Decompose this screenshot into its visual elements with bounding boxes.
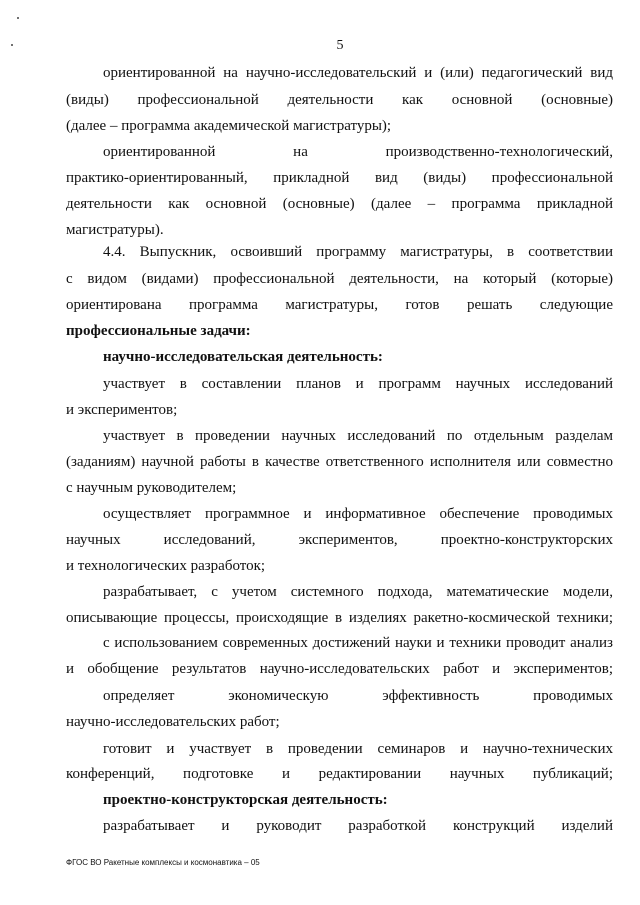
text-line: и экспериментов;: [66, 402, 178, 418]
text-line: разрабатывает, с учетом системного подхода, математические модели,: [103, 584, 613, 600]
text-line: определяет экономическую эффективность проводимых: [103, 688, 613, 704]
scan-speck: [17, 17, 19, 19]
text-line: ориентирована программа магистратуры, готов решать следующие: [66, 297, 613, 313]
text-line: (далее – программа академической магистратуры);: [66, 118, 392, 134]
text-line: с научным руководителем;: [66, 480, 237, 496]
text-line: ориентированной на производственно-технологический,: [103, 144, 613, 160]
text-line: 4.4. Выпускник, освоивший программу магистратуры, в соответствии: [103, 244, 613, 260]
text-line: разрабатывает и руководит разработкой конструкций изделий: [103, 818, 613, 834]
text-line: с использованием современных достижений науки и техники проводит анализ: [103, 635, 613, 651]
section-heading: профессиональные задачи:: [66, 323, 251, 339]
text-line: участвует в проведении научных исследований по отдельным разделам: [103, 428, 613, 444]
section-heading: научно-исследовательская деятельность:: [103, 349, 383, 365]
text-line: деятельности как основной (основные) (далее – программа прикладной: [66, 196, 613, 212]
text-line: и технологических разработок;: [66, 558, 266, 574]
section-heading: проектно-конструкторская деятельность:: [103, 792, 388, 808]
text-line: описывающие процессы, происходящие в изделиях ракетно-космической техники;: [66, 610, 613, 626]
text-line: научно-исследовательских работ;: [66, 714, 280, 730]
text-line: осуществляет программное и информативное обеспечение проводимых: [103, 506, 613, 522]
text-line: научных исследований, экспериментов, проектно-конструкторских: [66, 532, 613, 548]
page-footer: ФГОС ВО Ракетные комплексы и космонавтика – 05: [66, 858, 260, 867]
text-line: участвует в составлении планов и программ научных исследований: [103, 376, 613, 392]
text-line: практико-ориентированный, прикладной вид (виды) профессиональной: [66, 170, 613, 186]
text-line: (виды) профессиональной деятельности как основной (основные): [66, 92, 613, 108]
text-line: готовит и участвует в проведении семинаров и научно-технических: [103, 741, 613, 757]
page-number: 5: [336, 38, 344, 53]
text-line: ориентированной на научно-исследовательский и (или) педагогический вид: [103, 65, 613, 81]
text-line: с видом (видами) профессиональной деятельности, на который (которые): [66, 271, 613, 287]
text-line: конференций, подготовке и редактировании научных публикаций;: [66, 766, 613, 782]
text-line: и обобщение результатов научно-исследовательских работ и экспериментов;: [66, 661, 613, 677]
text-line: магистратуры).: [66, 222, 164, 238]
text-line: (заданиям) научной работы в качестве ответственного исполнителя или совместно: [66, 454, 613, 470]
